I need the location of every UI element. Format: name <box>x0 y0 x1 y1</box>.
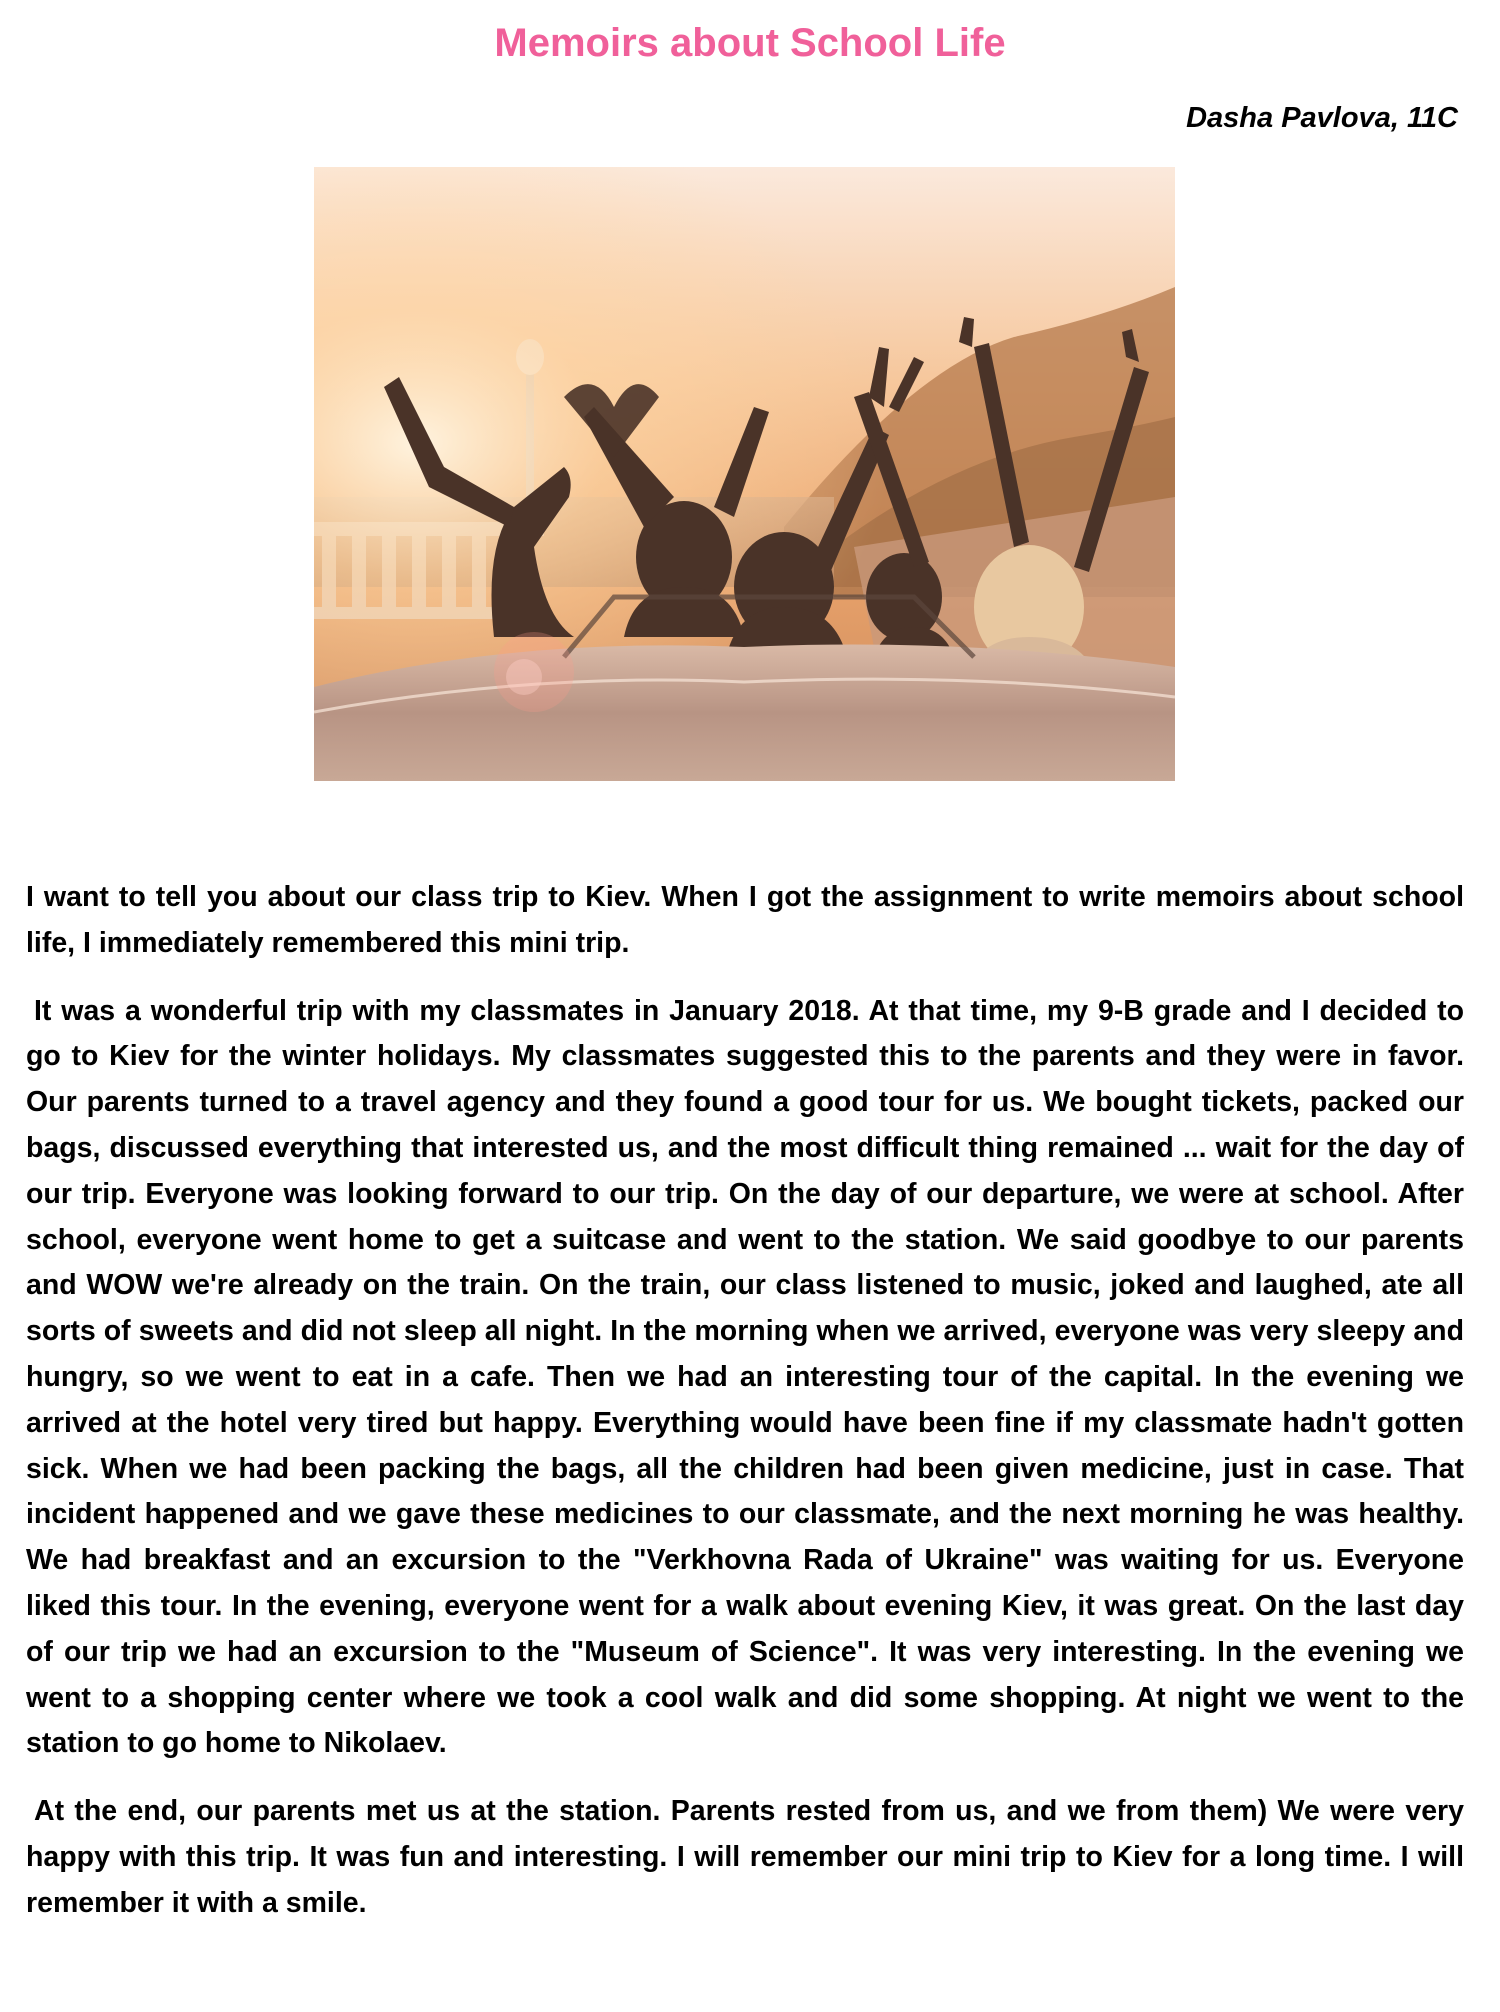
author-byline: Dasha Pavlova, 11C <box>1186 102 1458 134</box>
paragraph-intro: I want to tell you about our class trip to Kiev. When I got the assignment to write memoirs about school life, I immediately remembered this mini trip. <box>26 881 1464 959</box>
friends-in-convertible-sunset-photo-icon <box>314 167 1175 781</box>
paragraph-trip-story: It was a wonderful trip with my classmates in January 2018. At that time, my 9-B grade and I decided to go to Kiev for the winter holidays. My classmates suggested this to the parents and they were in favor. Our parents turned to a travel agency and they found a good tour for us. We bought tickets, packed our bags, discussed everything that interested us, and the most difficult thing remained ... wait for the day of our trip. Everyone was looking forward to our trip. On the day of our departure, we were at school. After school, everyone went home to get a suitcase and went to the station. We said goodbye to our parents and WOW we're already on the train. On the train, our class listened to music, joked and laughed, ate all sorts of sweets and did not sleep all night. In the morning when we arrived, everyone was very sleepy and hungry, so we went to eat in a cafe. Then we had an interesting tour of the capital. In the evening we arrived at the hotel very tired but happy. Everything would have been fine if my classmate hadn't gotten sick. When we had been packing the bags, all the children had been given medicine, just in case. That incident happened and we gave these medicines to our classmate, and the next morning he was healthy. We had breakfast and an excursion to the "Verkhovna Rada of Ukraine" was waiting for us. Everyone liked this tour. In the evening, everyone went for a walk about evening Kiev, it was great. On the last day of our trip we had an excursion to the "Museum of Science". It was very interesting. In the evening we went to a shopping center where we took a cool walk and did some shopping. At night we went to the station to go home to Nikolaev. <box>26 994 1464 1760</box>
paragraph-conclusion: At the end, our parents met us at the station. Parents rested from us, and we from them) We were very happy with this trip. It was fun and interesting. I will remember our mini trip to Kiev for a long time. I will remember it with a smile. <box>26 1795 1464 1919</box>
article-body <box>26 875 1464 1949</box>
page-title: Memoirs about School Life <box>494 21 1006 65</box>
trip-photo <box>314 167 1175 781</box>
